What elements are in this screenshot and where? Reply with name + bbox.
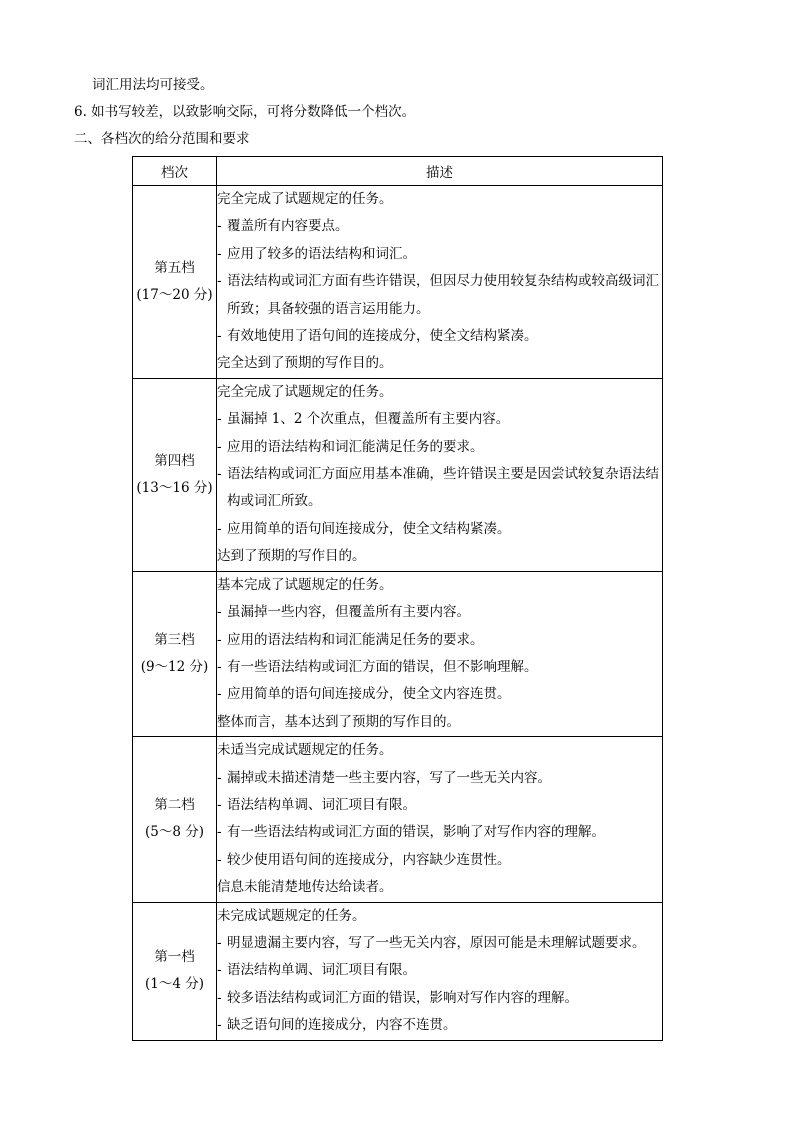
criteria-item (217, 819, 662, 846)
intro-line-1: 词汇用法均可接受。 (92, 77, 214, 93)
description-cell (217, 902, 663, 1040)
level-cell (133, 737, 217, 902)
level-cell (133, 186, 217, 379)
dash-bullet-icon: - (217, 604, 222, 621)
dash-bullet-icon: - (217, 989, 222, 1006)
description-cell (217, 186, 663, 379)
criteria-text: 语法结构或词汇方面应用基本准确，些许错误主要是因尝试较复杂语法结构或词汇所致。 (227, 466, 659, 510)
dash-bullet-icon: - (217, 962, 222, 979)
level-score-range: (9～12 分) (140, 658, 209, 675)
dash-bullet-icon: - (217, 273, 222, 290)
description-summary: 未适当完成试题规定的任务。 (217, 742, 393, 759)
dash-bullet-icon: - (217, 328, 222, 345)
criteria-item (217, 930, 662, 957)
criteria-item (217, 434, 662, 461)
table-row (133, 571, 663, 736)
criteria-text: 虽漏掉一些内容，但覆盖所有主要内容。 (227, 604, 470, 621)
criteria-item (217, 1012, 662, 1039)
criteria-item (217, 985, 662, 1012)
level-cell (133, 571, 217, 736)
level-name: 第一档 (154, 949, 195, 966)
dash-bullet-icon: - (217, 851, 222, 868)
level-score-range: (13～16 分) (136, 479, 213, 496)
criteria-item (217, 323, 662, 350)
criteria-text: 应用的语法结构和词汇能满足任务的要求。 (227, 631, 484, 648)
level-name: 第三档 (154, 631, 195, 648)
dash-bullet-icon: - (217, 411, 222, 428)
criteria-text: 较多语法结构或词汇方面的错误，影响对写作内容的理解。 (227, 989, 578, 1006)
table-body (133, 186, 663, 1041)
description-summary: 基本完成了试题规定的任务。 (217, 576, 393, 593)
description-summary: 未完成试题规定的任务。 (217, 907, 366, 924)
description-conclusion: 完全达到了预期的写作目的。 (217, 355, 393, 372)
criteria-text: 语法结构单调、词汇项目有限。 (227, 962, 416, 979)
header-level: 档次 (133, 157, 217, 186)
dash-bullet-icon: - (217, 769, 222, 786)
criteria-text: 语法结构单调、词汇项目有限。 (227, 796, 416, 813)
criteria-text: 应用简单的语句间连接成分，使全文结构紧凑。 (227, 520, 511, 537)
criteria-text: 虽漏掉 1、2 个次重点，但覆盖所有主要内容。 (227, 411, 510, 428)
description-cell (217, 737, 663, 902)
table-row (133, 902, 663, 1040)
level-name: 第四档 (154, 452, 195, 469)
criteria-text: 较少使用语句间的连接成分，内容缺少连贯性。 (227, 851, 511, 868)
criteria-text: 有一些语法结构或词汇方面的错误，但不影响理解。 (227, 658, 538, 675)
criteria-text: 有一些语法结构或词汇方面的错误，影响了对写作内容的理解。 (227, 824, 605, 841)
description-conclusion: 整体而言，基本达到了预期的写作目的。 (217, 713, 460, 730)
grading-table (132, 156, 663, 1041)
criteria-item (217, 516, 662, 543)
criteria-item (217, 654, 662, 681)
criteria-text: 语法结构或词汇方面有些许错误，但因尽力使用较复杂结构或较高级词汇所致；具备较强的语言运用能力。 (227, 273, 659, 317)
dash-bullet-icon: - (217, 438, 222, 455)
dash-bullet-icon: - (217, 218, 222, 235)
criteria-item (217, 957, 662, 984)
criteria-item (217, 241, 662, 268)
criteria-text: 明显遗漏主要内容，写了一些无关内容，原因可能是未理解试题要求。 (227, 934, 646, 951)
level-name: 第二档 (154, 797, 195, 814)
criteria-item (217, 268, 662, 323)
criteria-text: 覆盖所有内容要点。 (227, 218, 349, 235)
dash-bullet-icon: - (217, 796, 222, 813)
intro-line-2: 6. 如书写较差，以致影响交际，可将分数降低一个档次。 (74, 104, 416, 120)
criteria-item (217, 406, 662, 433)
dash-bullet-icon: - (217, 520, 222, 537)
level-name: 第五档 (154, 259, 195, 276)
table-row (133, 737, 663, 902)
description-summary: 完全完成了试题规定的任务。 (217, 191, 393, 207)
criteria-item (217, 213, 662, 240)
table-row (133, 186, 663, 379)
criteria-text: 漏掉或未描述清楚一些主要内容，写了一些无关内容。 (227, 769, 551, 786)
criteria-item (217, 461, 662, 516)
table-row (133, 378, 663, 571)
dash-bullet-icon: - (217, 245, 222, 262)
criteria-text: 应用简单的语句间连接成分，使全文内容连贯。 (227, 686, 511, 703)
criteria-text: 应用的语法结构和词汇能满足任务的要求。 (227, 438, 484, 455)
level-cell (133, 902, 217, 1040)
description-summary: 完全完成了试题规定的任务。 (217, 383, 393, 400)
level-score-range: (1～4 分) (144, 976, 204, 993)
section-heading: 二、各档次的给分范围和要求 (74, 131, 250, 147)
header-description: 描述 (217, 157, 663, 186)
description-cell (217, 571, 663, 736)
dash-bullet-icon: - (217, 631, 222, 648)
criteria-item (217, 627, 662, 654)
dash-bullet-icon: - (217, 466, 222, 483)
dash-bullet-icon: - (217, 1017, 222, 1034)
dash-bullet-icon: - (217, 686, 222, 703)
criteria-item (217, 847, 662, 874)
level-score-range: (5～8 分) (144, 824, 204, 841)
level-score-range: (17～20 分) (136, 286, 213, 303)
criteria-item (217, 765, 662, 792)
criteria-text: 应用了较多的语法结构和词汇。 (227, 245, 416, 262)
criteria-text: 缺乏语句间的连接成分，内容不连贯。 (227, 1017, 457, 1034)
criteria-item (217, 599, 662, 626)
description-conclusion: 信息未能清楚地传达给读者。 (217, 879, 393, 896)
description-conclusion: 达到了预期的写作目的。 (217, 548, 366, 565)
criteria-text: 有效地使用了语句间的连接成分，使全文结构紧凑。 (227, 328, 538, 345)
criteria-item (217, 681, 662, 708)
description-cell (217, 378, 663, 571)
dash-bullet-icon: - (217, 658, 222, 675)
criteria-item (217, 792, 662, 819)
table-header-row (133, 157, 663, 186)
level-cell (133, 378, 217, 571)
dash-bullet-icon: - (217, 824, 222, 841)
dash-bullet-icon: - (217, 934, 222, 951)
